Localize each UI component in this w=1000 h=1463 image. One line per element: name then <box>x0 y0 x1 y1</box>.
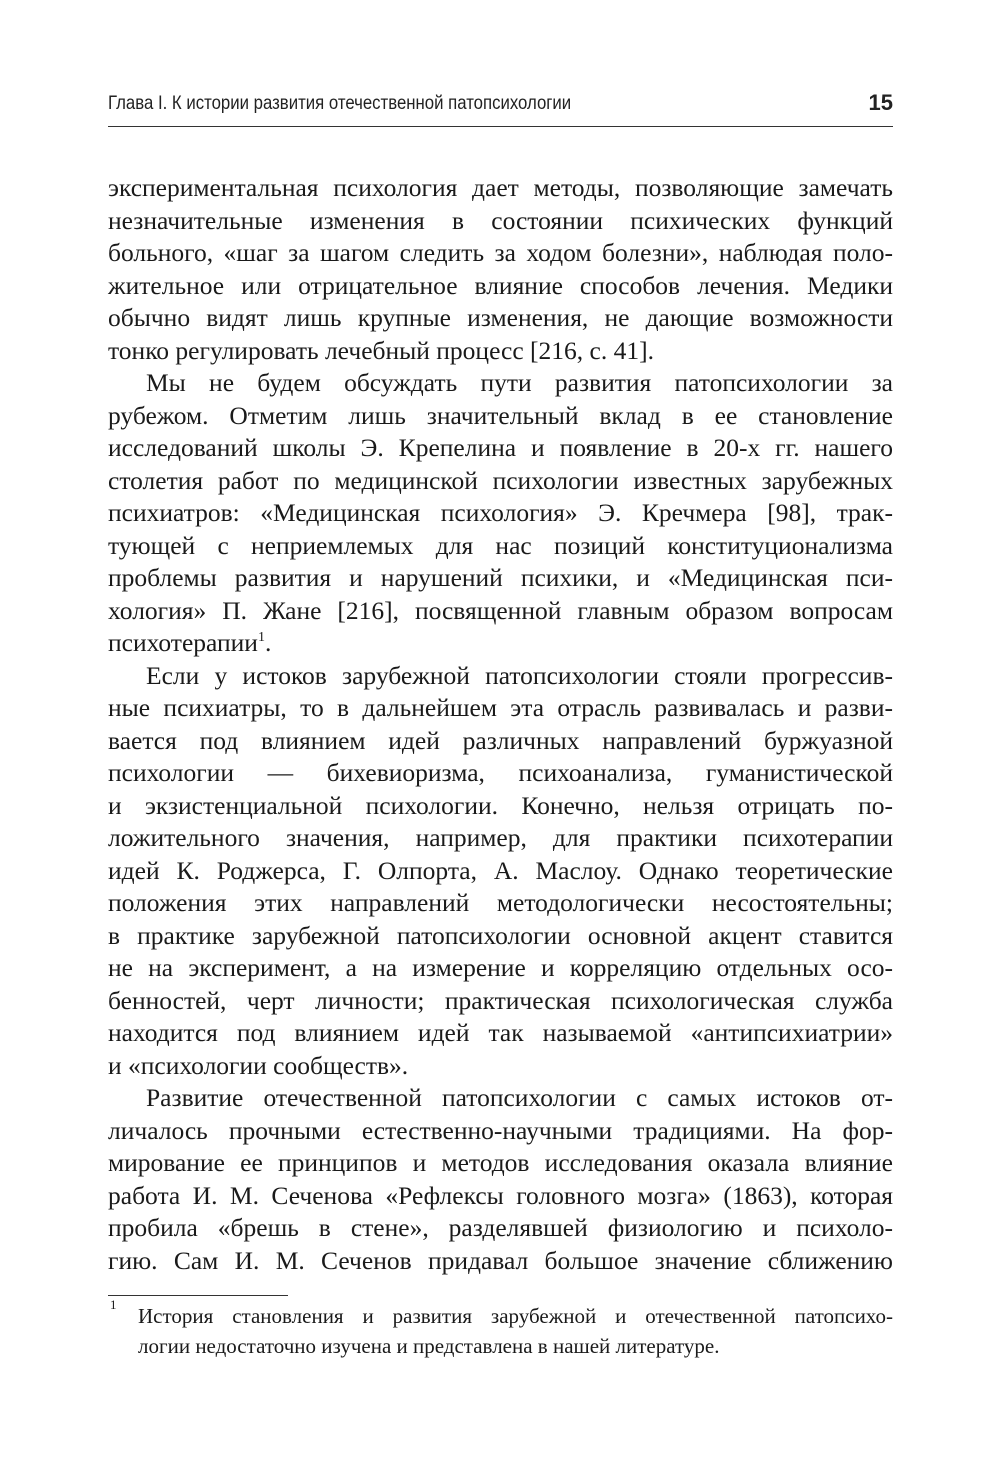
text-line: ложительного значения, например, для практики психотерапии <box>108 823 893 852</box>
text-line: идей К. Роджерса, Г. Олпорта, А. Маслоу. Однако теоретические <box>108 855 893 885</box>
text-line: Мы не будем обсуждать пути развития патопсихологии за <box>146 368 893 397</box>
text-line <box>108 627 893 660</box>
body-text <box>108 172 893 1277</box>
text-line: исследований школы Э. Крепелина и появление в 20-х гг. нашего <box>108 433 893 462</box>
text-line: Если у истоков зарубежной патопсихологии стояли прогрессив- <box>146 660 893 690</box>
text-line: мирование ее принципов и методов исследования оказала влияние <box>108 1148 893 1177</box>
text-line: проблемы развития и нарушений психики, и «Медицинская пси- <box>108 563 893 592</box>
footnote-marker: 1 <box>110 1297 117 1312</box>
footnote-line: логии недостаточно изучена и представлена в нашей литературе. <box>138 1334 720 1358</box>
text-line: ные психиатры, то в дальнейшем эта отрасль развивалась и разви- <box>108 693 893 722</box>
text-line: и «психологии сообществ». <box>108 1050 409 1080</box>
text-line: экспериментальная психология дает методы, позволяющие замечать <box>108 173 893 202</box>
text-line-content: психотерапии <box>108 628 258 657</box>
paragraph <box>108 367 893 660</box>
text-line: Развитие отечественной патопсихологии с самых истоков от- <box>146 1083 893 1112</box>
paragraph <box>108 660 893 1083</box>
text-line: психиатров: «Медицинская психология» Э. Кречмера [98], трак- <box>108 498 893 527</box>
text-line: гию. Сам И. М. Сеченов придавал большое значение сближению <box>108 1245 893 1275</box>
text-line: и экзистенциальной психологии. Конечно, нельзя отрицать по- <box>108 790 893 820</box>
text-line: бенностей, черт личности; практическая психологическая служба <box>108 985 893 1015</box>
paragraph <box>108 1082 893 1277</box>
paragraph <box>108 172 893 367</box>
text-line: незначительные изменения в состоянии психических функций <box>108 205 893 235</box>
text-line: не на эксперимент, а на измерение и корреляцию отдельных осо- <box>108 953 893 982</box>
text-line: работа И. М. Сеченова «Рефлексы головного мозга» (1863), которая <box>108 1180 893 1210</box>
text-line: хология» П. Жане [216], посвященной главным образом вопросам <box>108 595 893 625</box>
running-title: Глава I. К истории развития отечественной патопсихологии <box>108 92 572 114</box>
text-line: тующей с неприемлемых для нас позиций конституционализма <box>108 530 893 560</box>
text-line: рубежом. Отметим лишь значительный вклад в ее становление <box>108 400 893 430</box>
text-line: больного, «шаг за шагом следить за ходом болезни», наблюдая поло- <box>108 238 893 267</box>
text-line: находится под влиянием идей так называемой «антипсихиатрии» <box>108 1018 893 1047</box>
text-line: положения этих направлений методологически несостоятельны; <box>108 888 893 917</box>
text-line: тонко регулировать лечебный процесс [216, с. 41]. <box>108 335 654 365</box>
text-line: психологии — бихевиоризма, психоанализа, гуманистической <box>108 758 893 787</box>
text-line: столетия работ по медицинской психологии известных зарубежных <box>108 465 893 495</box>
text-line: в практике зарубежной патопсихологии основной акцент ставится <box>108 920 893 950</box>
text-line: обычно видят лишь крупные изменения, не дающие возможности <box>108 303 893 332</box>
text-line: пробила «брешь в стене», разделявшей физиологию и психоло- <box>108 1213 893 1242</box>
running-header <box>108 92 893 127</box>
footnote-divider <box>108 1295 288 1296</box>
page-number: 15 <box>868 90 893 115</box>
footnote <box>108 1297 893 1361</box>
sentence-end: . <box>264 628 272 657</box>
footnote-reference: 1 <box>257 630 265 645</box>
footnote-line: История становления и развития зарубежной и отечественной патопсихо- <box>138 1304 893 1328</box>
text-line: личалось прочными естественно-научными традициями. На фор- <box>108 1115 893 1145</box>
text-line: вается под влиянием идей различных направлений буржуазной <box>108 725 893 755</box>
text-line: жительное или отрицательное влияние способов лечения. Медики <box>108 270 893 300</box>
